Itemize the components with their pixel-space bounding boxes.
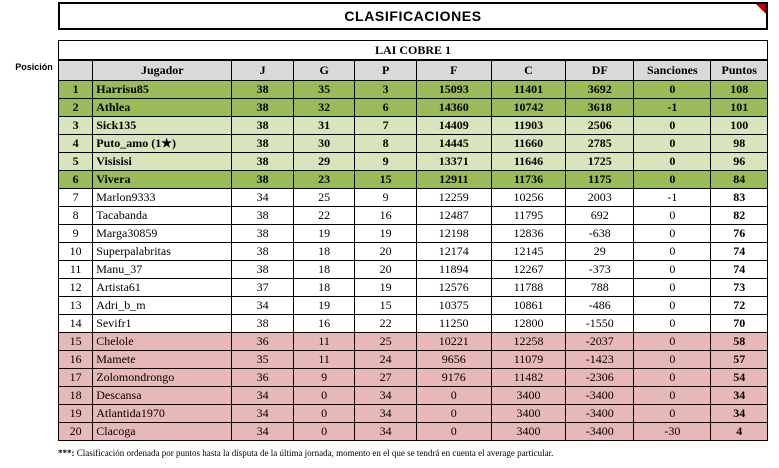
cell-player: Puto_amo (1★) — [93, 135, 232, 153]
cell-j: 36 — [232, 369, 294, 387]
cell-df: -638 — [566, 225, 634, 243]
cell-f: 12198 — [416, 225, 491, 243]
cell-j: 36 — [232, 333, 294, 351]
cell-player: Visisisi — [93, 153, 232, 171]
cell-player: Harrisu85 — [93, 81, 232, 99]
cell-p: 22 — [355, 315, 417, 333]
cell-sanciones: 0 — [634, 405, 711, 423]
cell-df: -373 — [566, 261, 634, 279]
cell-sanciones: 0 — [634, 369, 711, 387]
cell-j: 38 — [232, 315, 294, 333]
column-header-f[interactable]: F — [416, 61, 491, 81]
cell-player: Manu_37 — [93, 261, 232, 279]
cell-g: 22 — [293, 207, 355, 225]
cell-player: Zolomondrongo — [93, 369, 232, 387]
table-row[interactable] — [59, 351, 768, 369]
footnote-text: Clasificación ordenada por puntos hasta la disputa de la última jornada, momento en el que se tendrá en cuenta el average particular. — [76, 448, 554, 458]
footnote-marker: ***: — [58, 448, 75, 458]
cell-c: 11646 — [491, 153, 566, 171]
cell-position: 3 — [59, 117, 93, 135]
cell-position: 14 — [59, 315, 93, 333]
cell-c: 3400 — [491, 387, 566, 405]
cell-g: 9 — [293, 369, 355, 387]
table-row[interactable] — [59, 189, 768, 207]
cell-puntos: 72 — [711, 297, 768, 315]
cell-c: 11660 — [491, 135, 566, 153]
cell-g: 19 — [293, 225, 355, 243]
cell-p: 9 — [355, 153, 417, 171]
cell-sanciones: 0 — [634, 171, 711, 189]
cell-p: 15 — [355, 297, 417, 315]
cell-j: 35 — [232, 351, 294, 369]
cell-position: 8 — [59, 207, 93, 225]
cell-df: 3692 — [566, 81, 634, 99]
cell-f: 0 — [416, 423, 491, 441]
cell-df: 1725 — [566, 153, 634, 171]
cell-f: 0 — [416, 405, 491, 423]
cell-puntos: 96 — [711, 153, 768, 171]
group-title: LAI COBRE 1 — [58, 40, 768, 60]
cell-c: 12836 — [491, 225, 566, 243]
cell-df: 1175 — [566, 171, 634, 189]
cell-sanciones: 0 — [634, 297, 711, 315]
cell-player: Mamete — [93, 351, 232, 369]
table-row[interactable] — [59, 243, 768, 261]
cell-sanciones: 0 — [634, 315, 711, 333]
cell-p: 34 — [355, 405, 417, 423]
cell-position: 7 — [59, 189, 93, 207]
cell-player: Sick135 — [93, 117, 232, 135]
cell-p: 8 — [355, 135, 417, 153]
cell-puntos: 54 — [711, 369, 768, 387]
cell-c: 11482 — [491, 369, 566, 387]
cell-j: 34 — [232, 189, 294, 207]
cell-f: 11250 — [416, 315, 491, 333]
cell-sanciones: 0 — [634, 225, 711, 243]
cell-j: 38 — [232, 117, 294, 135]
cell-sanciones: 0 — [634, 279, 711, 297]
cell-player: Atlantida1970 — [93, 405, 232, 423]
cell-position: 9 — [59, 225, 93, 243]
position-label: Posición — [15, 62, 53, 72]
cell-g: 0 — [293, 405, 355, 423]
cell-player: Marlon9333 — [93, 189, 232, 207]
cell-sanciones: -1 — [634, 189, 711, 207]
cell-c: 11079 — [491, 351, 566, 369]
column-header-p[interactable]: P — [355, 61, 417, 81]
cell-c: 10256 — [491, 189, 566, 207]
table-row[interactable] — [59, 135, 768, 153]
cell-sanciones: 0 — [634, 81, 711, 99]
cell-p: 16 — [355, 207, 417, 225]
cell-df: -3400 — [566, 387, 634, 405]
cell-j: 34 — [232, 297, 294, 315]
cell-df: 788 — [566, 279, 634, 297]
cell-position: 15 — [59, 333, 93, 351]
cell-f: 10221 — [416, 333, 491, 351]
cell-position: 6 — [59, 171, 93, 189]
cell-g: 0 — [293, 423, 355, 441]
cell-p: 27 — [355, 369, 417, 387]
cell-p: 9 — [355, 189, 417, 207]
cell-f: 14360 — [416, 99, 491, 117]
column-header-position — [59, 61, 93, 81]
column-header-sanciones[interactable]: Sanciones — [634, 61, 711, 81]
cell-df: 2785 — [566, 135, 634, 153]
cell-p: 25 — [355, 333, 417, 351]
cell-g: 23 — [293, 171, 355, 189]
cell-f: 12576 — [416, 279, 491, 297]
cell-f: 0 — [416, 387, 491, 405]
table-row[interactable] — [59, 279, 768, 297]
cell-df: -3400 — [566, 423, 634, 441]
cell-puntos: 73 — [711, 279, 768, 297]
cell-sanciones: 0 — [634, 117, 711, 135]
cell-p: 20 — [355, 243, 417, 261]
table-row[interactable] — [59, 333, 768, 351]
cell-puntos: 76 — [711, 225, 768, 243]
table-row[interactable] — [59, 387, 768, 405]
cell-sanciones: 0 — [634, 207, 711, 225]
cell-p: 19 — [355, 225, 417, 243]
cell-f: 13371 — [416, 153, 491, 171]
page-title-bar — [58, 2, 768, 30]
cell-c: 3400 — [491, 405, 566, 423]
cell-g: 29 — [293, 153, 355, 171]
cell-j: 38 — [232, 261, 294, 279]
cell-puntos: 4 — [711, 423, 768, 441]
cell-position: 17 — [59, 369, 93, 387]
cell-p: 15 — [355, 171, 417, 189]
cell-player: Sevifr1 — [93, 315, 232, 333]
cell-position: 10 — [59, 243, 93, 261]
cell-c: 11401 — [491, 81, 566, 99]
column-header-player[interactable]: Jugador — [93, 61, 232, 81]
column-header-c[interactable]: C — [491, 61, 566, 81]
cell-c: 10742 — [491, 99, 566, 117]
cell-f: 14409 — [416, 117, 491, 135]
cell-j: 38 — [232, 153, 294, 171]
cell-j: 37 — [232, 279, 294, 297]
cell-c: 3400 — [491, 423, 566, 441]
cell-sanciones: 0 — [634, 153, 711, 171]
cell-puntos: 34 — [711, 405, 768, 423]
cell-position: 2 — [59, 99, 93, 117]
cell-position: 20 — [59, 423, 93, 441]
cell-g: 30 — [293, 135, 355, 153]
cell-position: 12 — [59, 279, 93, 297]
cell-g: 11 — [293, 351, 355, 369]
table-row[interactable] — [59, 99, 768, 117]
cell-df: -3400 — [566, 405, 634, 423]
table-header-row — [59, 61, 768, 81]
cell-player: Athlea — [93, 99, 232, 117]
table-row[interactable] — [59, 369, 768, 387]
cell-p: 19 — [355, 279, 417, 297]
cell-position: 18 — [59, 387, 93, 405]
cell-puntos: 74 — [711, 243, 768, 261]
cell-g: 18 — [293, 261, 355, 279]
cell-g: 25 — [293, 189, 355, 207]
table-row[interactable] — [59, 171, 768, 189]
cell-sanciones: -30 — [634, 423, 711, 441]
cell-df: -2306 — [566, 369, 634, 387]
table-row[interactable] — [59, 117, 768, 135]
cell-puntos: 100 — [711, 117, 768, 135]
cell-sanciones: 0 — [634, 135, 711, 153]
cell-player: Vivera — [93, 171, 232, 189]
cell-player: Tacabanda — [93, 207, 232, 225]
cell-p: 24 — [355, 351, 417, 369]
cell-f: 9656 — [416, 351, 491, 369]
cell-sanciones: 0 — [634, 261, 711, 279]
column-header-df[interactable]: DF — [566, 61, 634, 81]
table-row[interactable] — [59, 423, 768, 441]
cell-player: Chelole — [93, 333, 232, 351]
table-row[interactable] — [59, 261, 768, 279]
cell-df: -1550 — [566, 315, 634, 333]
table-row[interactable] — [59, 207, 768, 225]
cell-df: 692 — [566, 207, 634, 225]
cell-g: 16 — [293, 315, 355, 333]
cell-position: 4 — [59, 135, 93, 153]
cell-j: 34 — [232, 387, 294, 405]
cell-j: 34 — [232, 423, 294, 441]
cell-j: 38 — [232, 135, 294, 153]
cell-f: 12487 — [416, 207, 491, 225]
cell-position: 11 — [59, 261, 93, 279]
cell-f: 12259 — [416, 189, 491, 207]
cell-p: 6 — [355, 99, 417, 117]
cell-p: 7 — [355, 117, 417, 135]
cell-player: Superpalabritas — [93, 243, 232, 261]
cell-df: -2037 — [566, 333, 634, 351]
cell-g: 0 — [293, 387, 355, 405]
cell-position: 13 — [59, 297, 93, 315]
cell-p: 34 — [355, 387, 417, 405]
cell-puntos: 108 — [711, 81, 768, 99]
cell-g: 18 — [293, 279, 355, 297]
cell-j: 38 — [232, 225, 294, 243]
cell-f: 14445 — [416, 135, 491, 153]
cell-g: 11 — [293, 333, 355, 351]
cell-puntos: 74 — [711, 261, 768, 279]
comment-marker-icon — [756, 4, 766, 14]
table-row[interactable] — [59, 315, 768, 333]
cell-p: 3 — [355, 81, 417, 99]
cell-player: Descansa — [93, 387, 232, 405]
cell-sanciones: 0 — [634, 387, 711, 405]
cell-c: 11736 — [491, 171, 566, 189]
cell-df: -486 — [566, 297, 634, 315]
cell-position: 19 — [59, 405, 93, 423]
page-title: CLASIFICACIONES — [344, 8, 482, 24]
table-row[interactable] — [59, 81, 768, 99]
cell-df: 3618 — [566, 99, 634, 117]
table-row[interactable] — [59, 153, 768, 171]
cell-position: 1 — [59, 81, 93, 99]
cell-j: 38 — [232, 243, 294, 261]
cell-c: 12145 — [491, 243, 566, 261]
cell-puntos: 83 — [711, 189, 768, 207]
cell-f: 12174 — [416, 243, 491, 261]
column-header-puntos[interactable]: Puntos — [711, 61, 768, 81]
cell-puntos: 58 — [711, 333, 768, 351]
cell-c: 11788 — [491, 279, 566, 297]
cell-j: 34 — [232, 405, 294, 423]
cell-df: -1423 — [566, 351, 634, 369]
cell-p: 34 — [355, 423, 417, 441]
cell-puntos: 70 — [711, 315, 768, 333]
cell-f: 11894 — [416, 261, 491, 279]
table-header — [59, 61, 768, 81]
table-row[interactable] — [59, 297, 768, 315]
cell-puntos: 34 — [711, 387, 768, 405]
standings-table — [58, 60, 768, 441]
column-header-j[interactable]: J — [232, 61, 294, 81]
cell-position: 16 — [59, 351, 93, 369]
cell-j: 38 — [232, 171, 294, 189]
column-header-g[interactable]: G — [293, 61, 355, 81]
cell-f: 9176 — [416, 369, 491, 387]
cell-c: 12800 — [491, 315, 566, 333]
cell-df: 2506 — [566, 117, 634, 135]
cell-position: 5 — [59, 153, 93, 171]
cell-g: 19 — [293, 297, 355, 315]
table-row[interactable] — [59, 225, 768, 243]
cell-puntos: 57 — [711, 351, 768, 369]
cell-c: 12258 — [491, 333, 566, 351]
cell-g: 31 — [293, 117, 355, 135]
cell-sanciones: 0 — [634, 243, 711, 261]
cell-c: 10861 — [491, 297, 566, 315]
cell-j: 38 — [232, 207, 294, 225]
cell-sanciones: 0 — [634, 333, 711, 351]
cell-f: 10375 — [416, 297, 491, 315]
cell-puntos: 98 — [711, 135, 768, 153]
cell-g: 32 — [293, 99, 355, 117]
cell-player: Clacoga — [93, 423, 232, 441]
cell-puntos: 82 — [711, 207, 768, 225]
cell-c: 11903 — [491, 117, 566, 135]
cell-player: Adri_b_m — [93, 297, 232, 315]
cell-j: 38 — [232, 99, 294, 117]
cell-f: 15093 — [416, 81, 491, 99]
cell-j: 38 — [232, 81, 294, 99]
cell-df: 29 — [566, 243, 634, 261]
cell-c: 12267 — [491, 261, 566, 279]
cell-f: 12911 — [416, 171, 491, 189]
footnote — [58, 448, 768, 458]
cell-puntos: 101 — [711, 99, 768, 117]
cell-player: Artista61 — [93, 279, 232, 297]
cell-c: 11795 — [491, 207, 566, 225]
table-row[interactable] — [59, 405, 768, 423]
cell-sanciones: -1 — [634, 99, 711, 117]
cell-player: Marga30859 — [93, 225, 232, 243]
cell-sanciones: 0 — [634, 351, 711, 369]
table-body — [59, 81, 768, 441]
cell-p: 20 — [355, 261, 417, 279]
cell-puntos: 84 — [711, 171, 768, 189]
cell-df: 2003 — [566, 189, 634, 207]
cell-g: 18 — [293, 243, 355, 261]
cell-g: 35 — [293, 81, 355, 99]
